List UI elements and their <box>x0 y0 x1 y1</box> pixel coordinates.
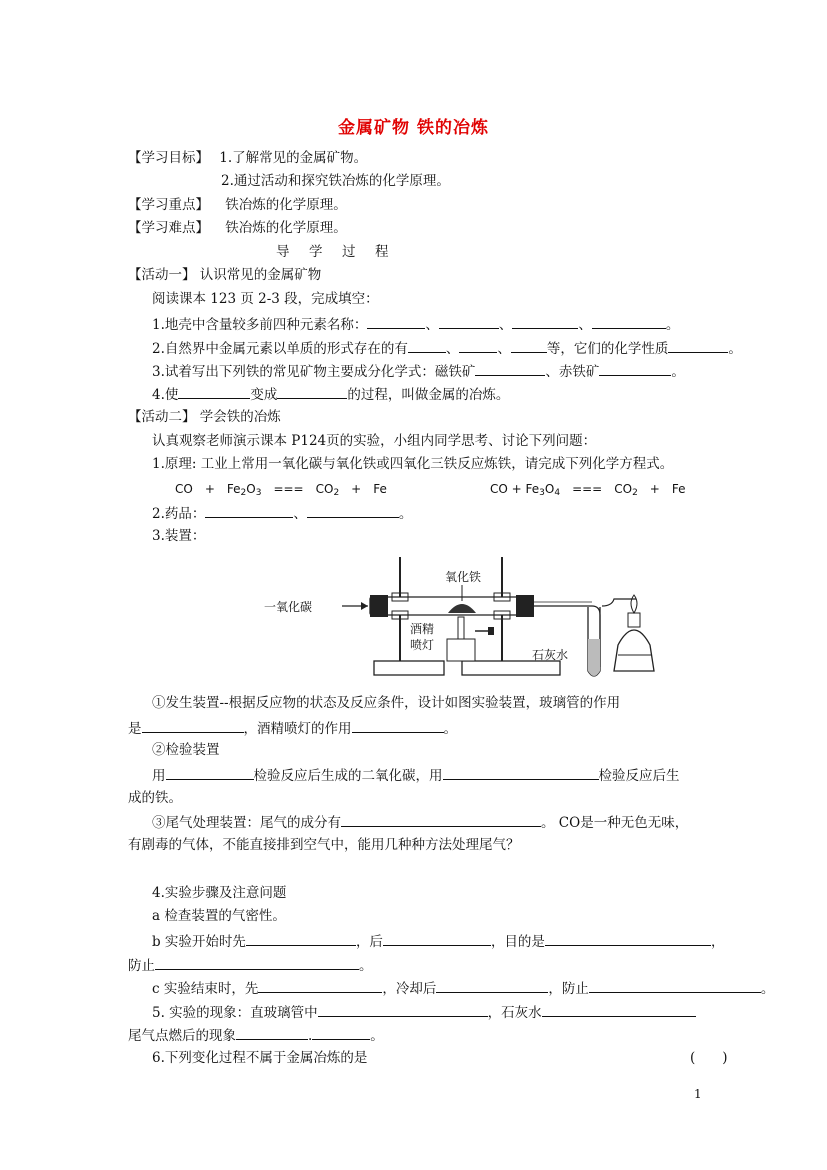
focus-row <box>128 196 347 214</box>
q2-blank-3[interactable] <box>511 338 547 353</box>
q2-mid: 等，它们的化学性质 <box>546 341 669 357</box>
torch-purpose-blank[interactable] <box>352 718 444 733</box>
co2-test-blank[interactable] <box>166 765 254 780</box>
activity1-q2 <box>152 338 742 358</box>
part2-heading: ②检验装置 <box>152 742 220 758</box>
q1-blank-3[interactable] <box>512 314 578 329</box>
goal-item-1: 1.了解常见的金属矿物。 <box>219 150 368 166</box>
q5-b: ，石灰水 <box>487 1005 542 1021</box>
eq1-c: + Fe <box>339 482 387 496</box>
page-number: 1 <box>694 1087 702 1101</box>
limewater-label: 石灰水 <box>532 648 569 662</box>
q2-blank-2[interactable] <box>459 338 497 353</box>
fe2o3-label: 氧化铁 <box>445 570 482 584</box>
blowtorch-nozzle <box>458 617 464 639</box>
lamp-label-2: 喷灯 <box>410 638 435 652</box>
difficulty-label: 【学习难点】 <box>128 220 209 236</box>
sep: 、 <box>445 341 460 357</box>
eq1-b: === CO <box>261 482 334 496</box>
part1-line1: ①发生装置--根据反应物的状态及反应条件，设计如图实验装置，玻璃管的作用 <box>152 695 621 711</box>
part2-b: 检验反应后生成的二氧化碳，用 <box>253 768 443 784</box>
process-heading: 导 学 过 程 <box>276 244 392 260</box>
tail-flame <box>631 595 637 613</box>
q3-blank-1[interactable] <box>475 361 545 376</box>
goals-row <box>128 149 367 167</box>
step-c3: ，防止 <box>548 981 589 997</box>
drugs-row <box>152 503 412 523</box>
drugs-blank-1[interactable] <box>205 503 293 518</box>
q2-text: 2.自然界中金属元素以单质的形式存在的有 <box>152 341 408 357</box>
sep: 、 <box>293 506 307 522</box>
eq1-sub: 2 <box>240 488 247 498</box>
stand-base-left <box>374 661 444 675</box>
part2-a: 用 <box>152 768 166 784</box>
q1-blank-2[interactable] <box>439 314 499 329</box>
step-c4: 。 <box>760 981 775 997</box>
sep: 、 <box>425 317 439 333</box>
step-c-blank-1[interactable] <box>258 978 382 993</box>
difficulty-row <box>128 219 347 237</box>
activity1-q1 <box>152 314 679 334</box>
end-mark: 。 <box>665 317 680 333</box>
q5-blank-4[interactable] <box>312 1025 370 1040</box>
part1-b: 是 <box>128 721 142 737</box>
blowtorch-body <box>447 639 475 661</box>
part3-a: ③尾气处理装置：尾气的成分有 <box>152 815 341 831</box>
end-mark: 。 <box>398 506 413 522</box>
q6-text: 6.下列变化过程不属于金属冶炼的是 <box>152 1050 368 1066</box>
part2-c: 检验反应后生 <box>598 768 680 784</box>
q4-blank-2[interactable] <box>277 384 347 399</box>
step-b-blank-3[interactable] <box>545 931 711 946</box>
page-title: 金属矿物 铁的冶炼 <box>338 118 489 138</box>
tube-purpose-blank[interactable] <box>142 718 244 733</box>
q3-mid: 、赤铁矿 <box>545 364 600 380</box>
q5-line1 <box>152 1002 696 1022</box>
step-c1: c 实验结束时，先 <box>152 981 259 997</box>
activity1-q3 <box>152 361 685 381</box>
q4-a: 4.使 <box>152 387 179 403</box>
eq1-sub: 2 <box>333 488 340 498</box>
part1-c: ，酒精喷灯的作用 <box>243 721 352 737</box>
q1-text: 1.地壳中含量较多前四种元素名称： <box>152 317 368 333</box>
step-b6: 。 <box>359 958 373 974</box>
focus-text: 铁冶炼的化学原理。 <box>225 197 347 213</box>
step-b-blank-4[interactable] <box>155 955 359 970</box>
step-b2: ，后 <box>355 934 383 950</box>
alcohol-lamp <box>614 630 654 671</box>
eq2-a: CO + Fe <box>490 482 540 496</box>
activity2-principle: 1.原理: 工业上常用一氧化碳与氧化铁或四氧化三铁反应炼铁，请完成下列化学方程式。 <box>152 456 674 472</box>
part3-line2: 有剧毒的气体，不能直接排到空气中，能用几种种方法处理尾气？ <box>128 837 520 853</box>
eq2-sub: 3 <box>539 488 545 498</box>
step-c2: ，冷却后 <box>382 981 437 997</box>
activity2-intro: 认真观察老师演示课本 P124页的实验，小组内同学思考、讨论下列问题： <box>152 433 597 449</box>
tail-gas-blank[interactable] <box>341 812 541 827</box>
step-a: a 检查装置的气密性。 <box>152 908 286 924</box>
sep: 、 <box>498 317 513 333</box>
part1-d: 。 <box>443 721 457 737</box>
end-mark: 。 <box>671 364 685 380</box>
q5-a: 5. 实验的现象：直玻璃管中 <box>152 1005 318 1021</box>
step-b-line1 <box>152 931 724 951</box>
part2-line1 <box>152 765 680 785</box>
q4-b: 变成 <box>250 387 278 403</box>
apparatus-diagram <box>262 555 667 685</box>
steps-heading: 4.实验步骤及注意问题 <box>152 885 287 901</box>
part2-line2: 成的铁。 <box>128 790 182 806</box>
q4-c: 的过程，叫做金属的冶炼。 <box>347 387 510 403</box>
step-c-blank-2[interactable] <box>436 978 548 993</box>
eq2-b: === CO <box>560 482 633 496</box>
eq1-sub: 3 <box>255 488 262 498</box>
q2-blank-1[interactable] <box>408 338 446 353</box>
iron-test-blank[interactable] <box>443 765 599 780</box>
equation-1 <box>175 480 387 502</box>
step-b-blank-2[interactable] <box>383 931 491 946</box>
activity1-intro: 阅读课本 123 页 2-3 段，完成填空： <box>152 291 379 307</box>
lamp-label-1: 酒精 <box>410 622 435 636</box>
q5-line2 <box>128 1025 384 1045</box>
eq2-c: + Fe <box>637 482 686 496</box>
difficulty-text: 铁冶炼的化学原理。 <box>225 220 347 236</box>
q5-blank-3[interactable] <box>236 1025 308 1040</box>
stand-base-right <box>462 661 560 675</box>
part1-line2 <box>128 718 457 738</box>
goal-item-2: 2.通过活动和探究铁冶炼的化学原理。 <box>221 173 450 189</box>
part3-b: 。 CO是一种无色无味， <box>541 815 689 831</box>
apparatus-label: 3.装置： <box>152 528 206 544</box>
step-b-line2 <box>128 955 373 975</box>
eq1-a: CO + Fe <box>175 482 241 496</box>
step-b5: 防止 <box>128 958 155 974</box>
step-c-blank-3[interactable] <box>589 978 761 993</box>
q5-dot: . <box>308 1028 313 1044</box>
q5-blank-1[interactable] <box>318 1002 488 1017</box>
eq2-o: O <box>544 482 555 496</box>
sep: 、 <box>578 317 592 333</box>
q5-blank-2[interactable] <box>542 1002 696 1017</box>
drugs-blank-2[interactable] <box>307 503 399 518</box>
stopper-left <box>370 595 388 617</box>
activity1-heading: 【活动一】 认识常见的金属矿物 <box>128 267 322 283</box>
end-mark: 。 <box>728 341 742 357</box>
sep: 、 <box>497 341 511 357</box>
eq2-sub: 4 <box>554 488 561 498</box>
step-b4: ， <box>710 934 725 950</box>
q1-blank-1[interactable] <box>367 314 425 329</box>
activity1-q4 <box>152 384 509 404</box>
step-b-blank-1[interactable] <box>246 931 356 946</box>
activity2-heading: 【活动二】 学会铁的冶炼 <box>128 409 281 425</box>
q3-blank-2[interactable] <box>599 361 671 376</box>
co-label: 一氧化碳 <box>264 600 313 614</box>
q2-blank-4[interactable] <box>668 338 728 353</box>
equation-2 <box>490 480 685 502</box>
q3-text: 3.试着写出下列铁的常见矿物主要成分化学式：磁铁矿 <box>152 364 476 380</box>
goals-label: 【学习目标】 <box>128 150 209 166</box>
q5-c: 尾气点燃后的现象 <box>128 1028 236 1044</box>
part3-line1 <box>152 812 688 832</box>
q4-blank-1[interactable] <box>178 384 250 399</box>
eq2-sub: 2 <box>632 488 638 498</box>
focus-label: 【学习重点】 <box>128 197 209 213</box>
drugs-label: 2.药品： <box>152 506 206 522</box>
eq1-o: O <box>246 482 256 496</box>
stopper-right <box>516 595 534 617</box>
step-c <box>152 978 774 998</box>
q5-d: 。 <box>370 1028 384 1044</box>
step-b3: ，目的是 <box>490 934 545 950</box>
q1-blank-4[interactable] <box>592 314 666 329</box>
q6-answer-paren[interactable]: ( ) <box>690 1050 728 1066</box>
step-b1: b 实验开始时先 <box>152 934 246 950</box>
